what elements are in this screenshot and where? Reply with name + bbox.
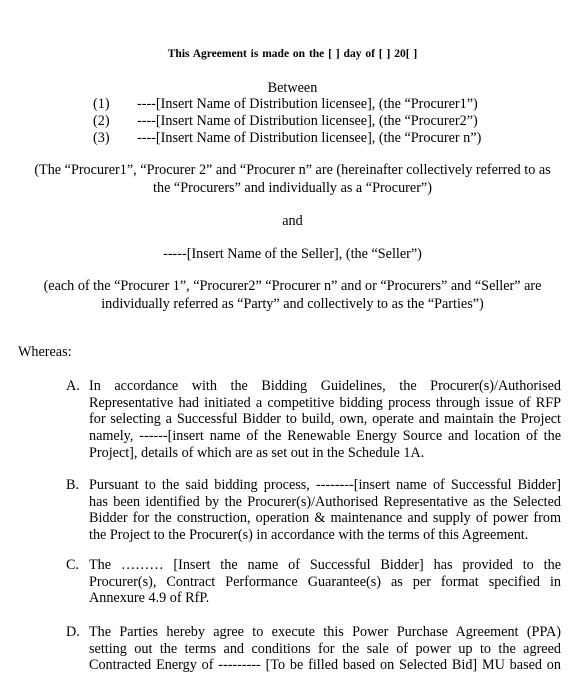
recital-line: Project], details of which are as set out in the Schedule 1A. — [89, 444, 425, 461]
procurers-definition-line: (The “Procurer1”, “Procurer 2” and “Procurer n” are (hereinafter collectively referred to as — [34, 162, 551, 178]
parties-definition — [10, 278, 575, 313]
recital-line: The Parties hereby agree to execute this Power Purchase Agreement (PPA) — [89, 624, 561, 640]
recital-body — [89, 557, 561, 607]
procurer-row — [0, 130, 585, 147]
recital-line: the Project to the Procurer(s) in accordance with the terms of this Agreement. — [89, 527, 529, 544]
recital-letter: C. — [66, 557, 80, 573]
between-label: Between — [267, 80, 318, 96]
parties-definition-line: (each of the “Procurer 1”, “Procurer2” “Procurer n” and or “Procurers” and “Seller” are — [43, 278, 542, 294]
procurer-text: ----[Insert Name of Distribution licensee], (the “Procurer n”) — [137, 130, 482, 146]
procurer-text: ----[Insert Name of Distribution licensee], (the “Procurer1”) — [137, 96, 478, 112]
procurer-row — [0, 113, 585, 130]
procurer-number: (3) — [93, 130, 110, 146]
recital-line: Contracted Energy of --------- [To be filled based on Selected Bid] MU based on — [89, 657, 561, 674]
procurer-number: (1) — [93, 96, 110, 112]
recital-body — [89, 378, 561, 462]
recital-line: Bidder for the construction, operation & maintenance and supply of power from — [89, 510, 561, 527]
recital-line: Procurer(s), Contract Performance Guarantee(s) as per format specified in — [89, 573, 561, 590]
recital-line: for selecting a Successful Bidder to build, own, operate and maintain the Project — [89, 411, 561, 428]
recital-letter: D. — [66, 624, 80, 640]
recital-body — [89, 624, 561, 674]
recital-line: Pursuant to the said bidding process, --------[insert name of Successful Bidder] — [89, 477, 561, 493]
seller-line: -----[Insert Name of the Seller], (the “Seller”) — [163, 246, 422, 262]
procurers-definition-line: the “Procurers” and individually as a “Procurer”) — [153, 179, 432, 196]
recital-body — [89, 477, 561, 544]
recital-line: Annexure 4.9 of RfP. — [89, 590, 210, 607]
recital-line: Representative had initiated a competitive bidding process through issue of RFP — [89, 394, 561, 411]
recital-line: has been identified by the Procurer(s)/Authorised Representative as the Selected — [89, 493, 561, 510]
recital-line: In accordance with the Bidding Guidelines, the Procurer(s)/Authorised — [89, 378, 561, 394]
recital-letter: A. — [66, 378, 80, 394]
recital-line: The ……… [Insert the name of Successful Bidder] has provided to the — [89, 557, 561, 573]
and-label: and — [282, 213, 303, 229]
agreement-heading: This Agreement is made on the [ ] day of [ ] 20[ ] — [167, 48, 418, 60]
recital-line: setting out the terms and conditions for the sale of power up to the agreed — [89, 640, 561, 657]
procurers-definition — [10, 162, 575, 197]
whereas-label: Whereas: — [18, 344, 72, 360]
parties-definition-line: individually referred as “Party” and collectively to as the “Parties”) — [101, 295, 484, 312]
recital-line: namely, ------[insert name of the Renewable Energy Source and location of the — [89, 428, 561, 445]
procurer-text: ----[Insert Name of Distribution licensee], (the “Procurer2”) — [137, 113, 478, 129]
procurer-row — [0, 96, 585, 113]
recital-letter: B. — [66, 477, 80, 493]
procurer-number: (2) — [93, 113, 110, 129]
